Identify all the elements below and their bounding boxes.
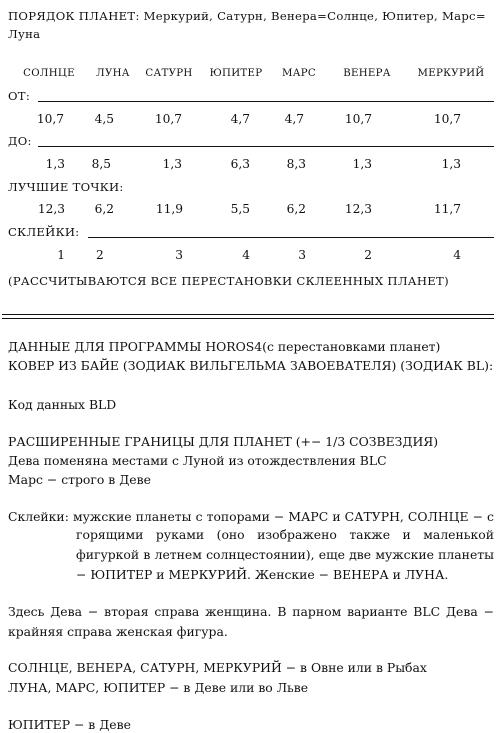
mars-strict-note: Марс − строго в Деве <box>8 472 151 487</box>
glue-value-sun: 1 <box>57 248 65 262</box>
moon-group-line: ЛУНА, МАРС, ЮПИТЕР − в Деве или во Льве <box>8 680 309 695</box>
virgo-position-note: Здесь Дева − вторая справа женщина. В парном варианте BLC Дева − крайняя справа женская фигура. <box>8 604 494 639</box>
best-value-mars: 6,2 <box>286 202 306 216</box>
planet-order-line-2: Луна <box>8 27 41 41</box>
sun-group-line: СОЛНЦЕ, ВЕНЕРА, САТУРН, МЕРКУРИЙ − в Овне или в Рыбах <box>8 660 427 675</box>
glue-value-jupiter: 4 <box>242 248 250 262</box>
best-value-moon: 6,2 <box>94 202 114 216</box>
from-value-saturn: 10,7 <box>154 112 182 126</box>
data-heading: ДАННЫЕ ДЛЯ ПРОГРАММЫ HOROS4(с перестановками планет) <box>8 339 441 354</box>
glue-value-moon: 2 <box>96 248 104 262</box>
planet-order-line-1: ПОРЯДОК ПЛАНЕТ: Меркурий, Сатурн, Венера=Солнце, Юпитер, Марс= <box>8 9 486 23</box>
best-points-label: ЛУЧШИЕ ТОЧКИ: <box>8 180 124 194</box>
carpet-line: КОВЕР ИЗ БАЙЕ (ЗОДИАК ВИЛЬГЕЛЬМА ЗАВОЕВАТЕЛЯ) (ЗОДИАК BL): <box>8 358 494 373</box>
to-value-jupiter: 6,3 <box>230 157 250 171</box>
best-value-sun: 12,3 <box>37 202 65 216</box>
best-value-saturn: 11,9 <box>155 202 183 216</box>
glue-value-mars: 3 <box>298 248 306 262</box>
jupiter-line: ЮПИТЕР − в Деве <box>8 717 131 732</box>
glue-label: СКЛЕЙКИ: <box>8 225 80 239</box>
glue-paragraph-continuation: горящими руками (оно изображено также и маленькой фигуркой в летнем солнцестоянии), еще две мужские планеты − ЮПИТЕР и МЕРКУРИЙ. Женские − ВЕНЕРА и ЛУНА. <box>76 527 494 582</box>
to-value-saturn: 1,3 <box>162 157 182 171</box>
data-code: Код данных BLD <box>8 397 117 412</box>
virgo-swap-note: Дева поменяна местами с Луной из отождествления BLC <box>8 453 387 468</box>
col-header-jupiter: ЮПИТЕР <box>209 68 263 79</box>
glue-value-mercury: 4 <box>453 248 461 262</box>
col-header-venus: ВЕНЕРА <box>343 68 391 79</box>
col-header-sun: СОЛНЦЕ <box>23 68 75 79</box>
glue-value-venus: 2 <box>364 248 372 262</box>
glue-paragraph-label: Склейки: <box>8 509 69 524</box>
extended-borders-title: РАСШИРЕННЫЕ ГРАНИЦЫ ДЛЯ ПЛАНЕТ (+− 1/3 СОЗВЕЗДИЯ) <box>8 434 439 449</box>
from-value-sun: 10,7 <box>36 112 64 126</box>
section-divider-top <box>2 314 494 315</box>
to-value-mercury: 1,3 <box>441 157 461 171</box>
from-value-jupiter: 4,7 <box>230 112 250 126</box>
best-value-venus: 12,3 <box>344 202 372 216</box>
to-rule <box>38 146 494 147</box>
col-header-saturn: САТУРН <box>145 68 193 79</box>
best-value-mercury: 11,7 <box>433 202 461 216</box>
to-value-mars: 8,3 <box>286 157 306 171</box>
to-value-venus: 1,3 <box>352 157 372 171</box>
best-value-jupiter: 5,5 <box>230 202 250 216</box>
glue-paragraph-first-line: мужские планеты с топорами − МАРС и САТУРН, СОЛНЦЕ − с <box>73 509 494 524</box>
glue-value-saturn: 3 <box>175 248 183 262</box>
from-value-mars: 4,7 <box>284 112 304 126</box>
from-value-venus: 10,7 <box>344 112 372 126</box>
from-value-moon: 4,5 <box>94 112 114 126</box>
to-label: ДО: <box>8 134 32 148</box>
section-divider-bottom <box>2 318 494 319</box>
glue-rule <box>88 237 494 238</box>
from-label: ОТ: <box>8 89 31 103</box>
from-rule <box>38 101 494 102</box>
from-value-mercury: 10,7 <box>433 112 461 126</box>
col-header-moon: ЛУНА <box>96 68 130 79</box>
col-header-mercury: МЕРКУРИЙ <box>417 68 485 79</box>
permutation-note: (РАССЧИТЫВАЮТСЯ ВСЕ ПЕРЕСТАНОВКИ СКЛЕЕННЫХ ПЛАНЕТ) <box>8 274 449 288</box>
to-value-moon: 8,5 <box>91 157 111 171</box>
to-value-sun: 1,3 <box>45 157 65 171</box>
col-header-mars: МАРС <box>282 68 316 79</box>
